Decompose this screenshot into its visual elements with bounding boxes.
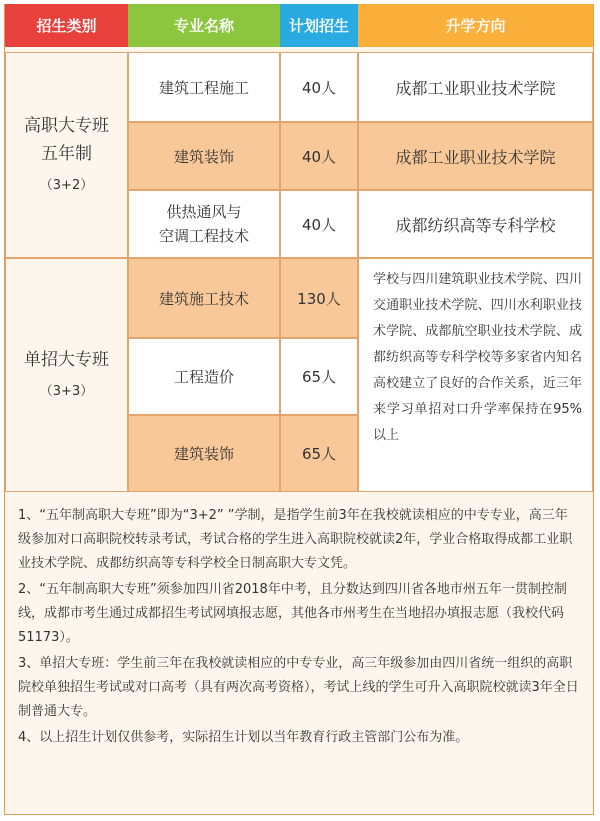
group2-direction-text: 学校与四川建筑职业技术学院、四川交通职业技术学院、四川水利职业技术学院、成都航空职业技术学院、成都纺织高等专科学校等多家省内知名高校建立了良好的合作关系，近三年来学习单招对口升学率保持在95%以上 [358, 258, 593, 492]
notes-section [4, 494, 594, 815]
table-row-plan: 130人 [280, 258, 358, 338]
group-title: 单招大专班 [24, 350, 109, 370]
group-title: 高职大专班 [24, 116, 109, 136]
major-line2: 空调工程技术 [158, 227, 249, 245]
table-row-direction: 成都工业职业技术学院 [358, 52, 593, 122]
table-row-plan: 40人 [280, 122, 358, 190]
table-row-plan: 40人 [280, 190, 358, 258]
table-row-plan: 40人 [280, 52, 358, 122]
header-direction: 升学方向 [358, 4, 593, 47]
note-item: 1、“五年制高职大专班”即为“3+2” ”学制，是指学生前3年在我校就读相应的中专专业，高三年级参加对口高职院校转录考试，考试合格的学生进入高职院校就读2年，学业合格取得成都工业职业技术学院、成都纺织高等专科学校全日制高职大专文凭。 [18, 508, 573, 571]
table-row-major: 建筑装饰 [128, 415, 280, 492]
group-five-year [5, 52, 128, 258]
header-category: 招生类别 [5, 4, 128, 47]
header-plan: 计划招生 [280, 4, 358, 47]
table-row-plan: 65人 [280, 338, 358, 415]
table-row-major: 建筑工程施工 [128, 52, 280, 122]
table-row-major: 建筑装饰 [128, 122, 280, 190]
table-row-major: 建筑施工技术 [128, 258, 280, 338]
group-subtitle: （3+2） [39, 178, 94, 193]
table-row-direction: 成都工业职业技术学院 [358, 122, 593, 190]
major-line1: 供热通风与 [166, 203, 242, 221]
note-item: 4、以上招生计划仅供参考，实际招生计划以当年教育行政主管部门公布为准。 [18, 730, 469, 745]
table-row-plan: 65人 [280, 415, 358, 492]
group-subtitle: （3+3） [39, 384, 94, 399]
table-row-major: 工程造价 [128, 338, 280, 415]
note-item: 2、“五年制高职大专班”须参加四川省2018年中考，且分数达到四川省各地市州五年一贯制控制线，成都市考生通过成都招生考试网填报志愿，其他各市州考生在当地招办填报志愿（我校代码51173）。 [18, 582, 567, 645]
group-title-line2: 五年制 [41, 144, 92, 164]
table-row-direction: 成都纺织高等专科学校 [358, 190, 593, 258]
table-row-major [128, 190, 280, 258]
note-item: 3、单招大专班：学生前三年在我校就读相应的中专专业，高三年级参加由四川省统一组织的高职院校单独招生考试或对口高考（具有两次高考资格），考试上线的学生可升入高职院校就读3年全日制普通大专。 [18, 656, 579, 719]
group-single-enrollment [5, 258, 128, 492]
header-major: 专业名称 [128, 4, 280, 47]
